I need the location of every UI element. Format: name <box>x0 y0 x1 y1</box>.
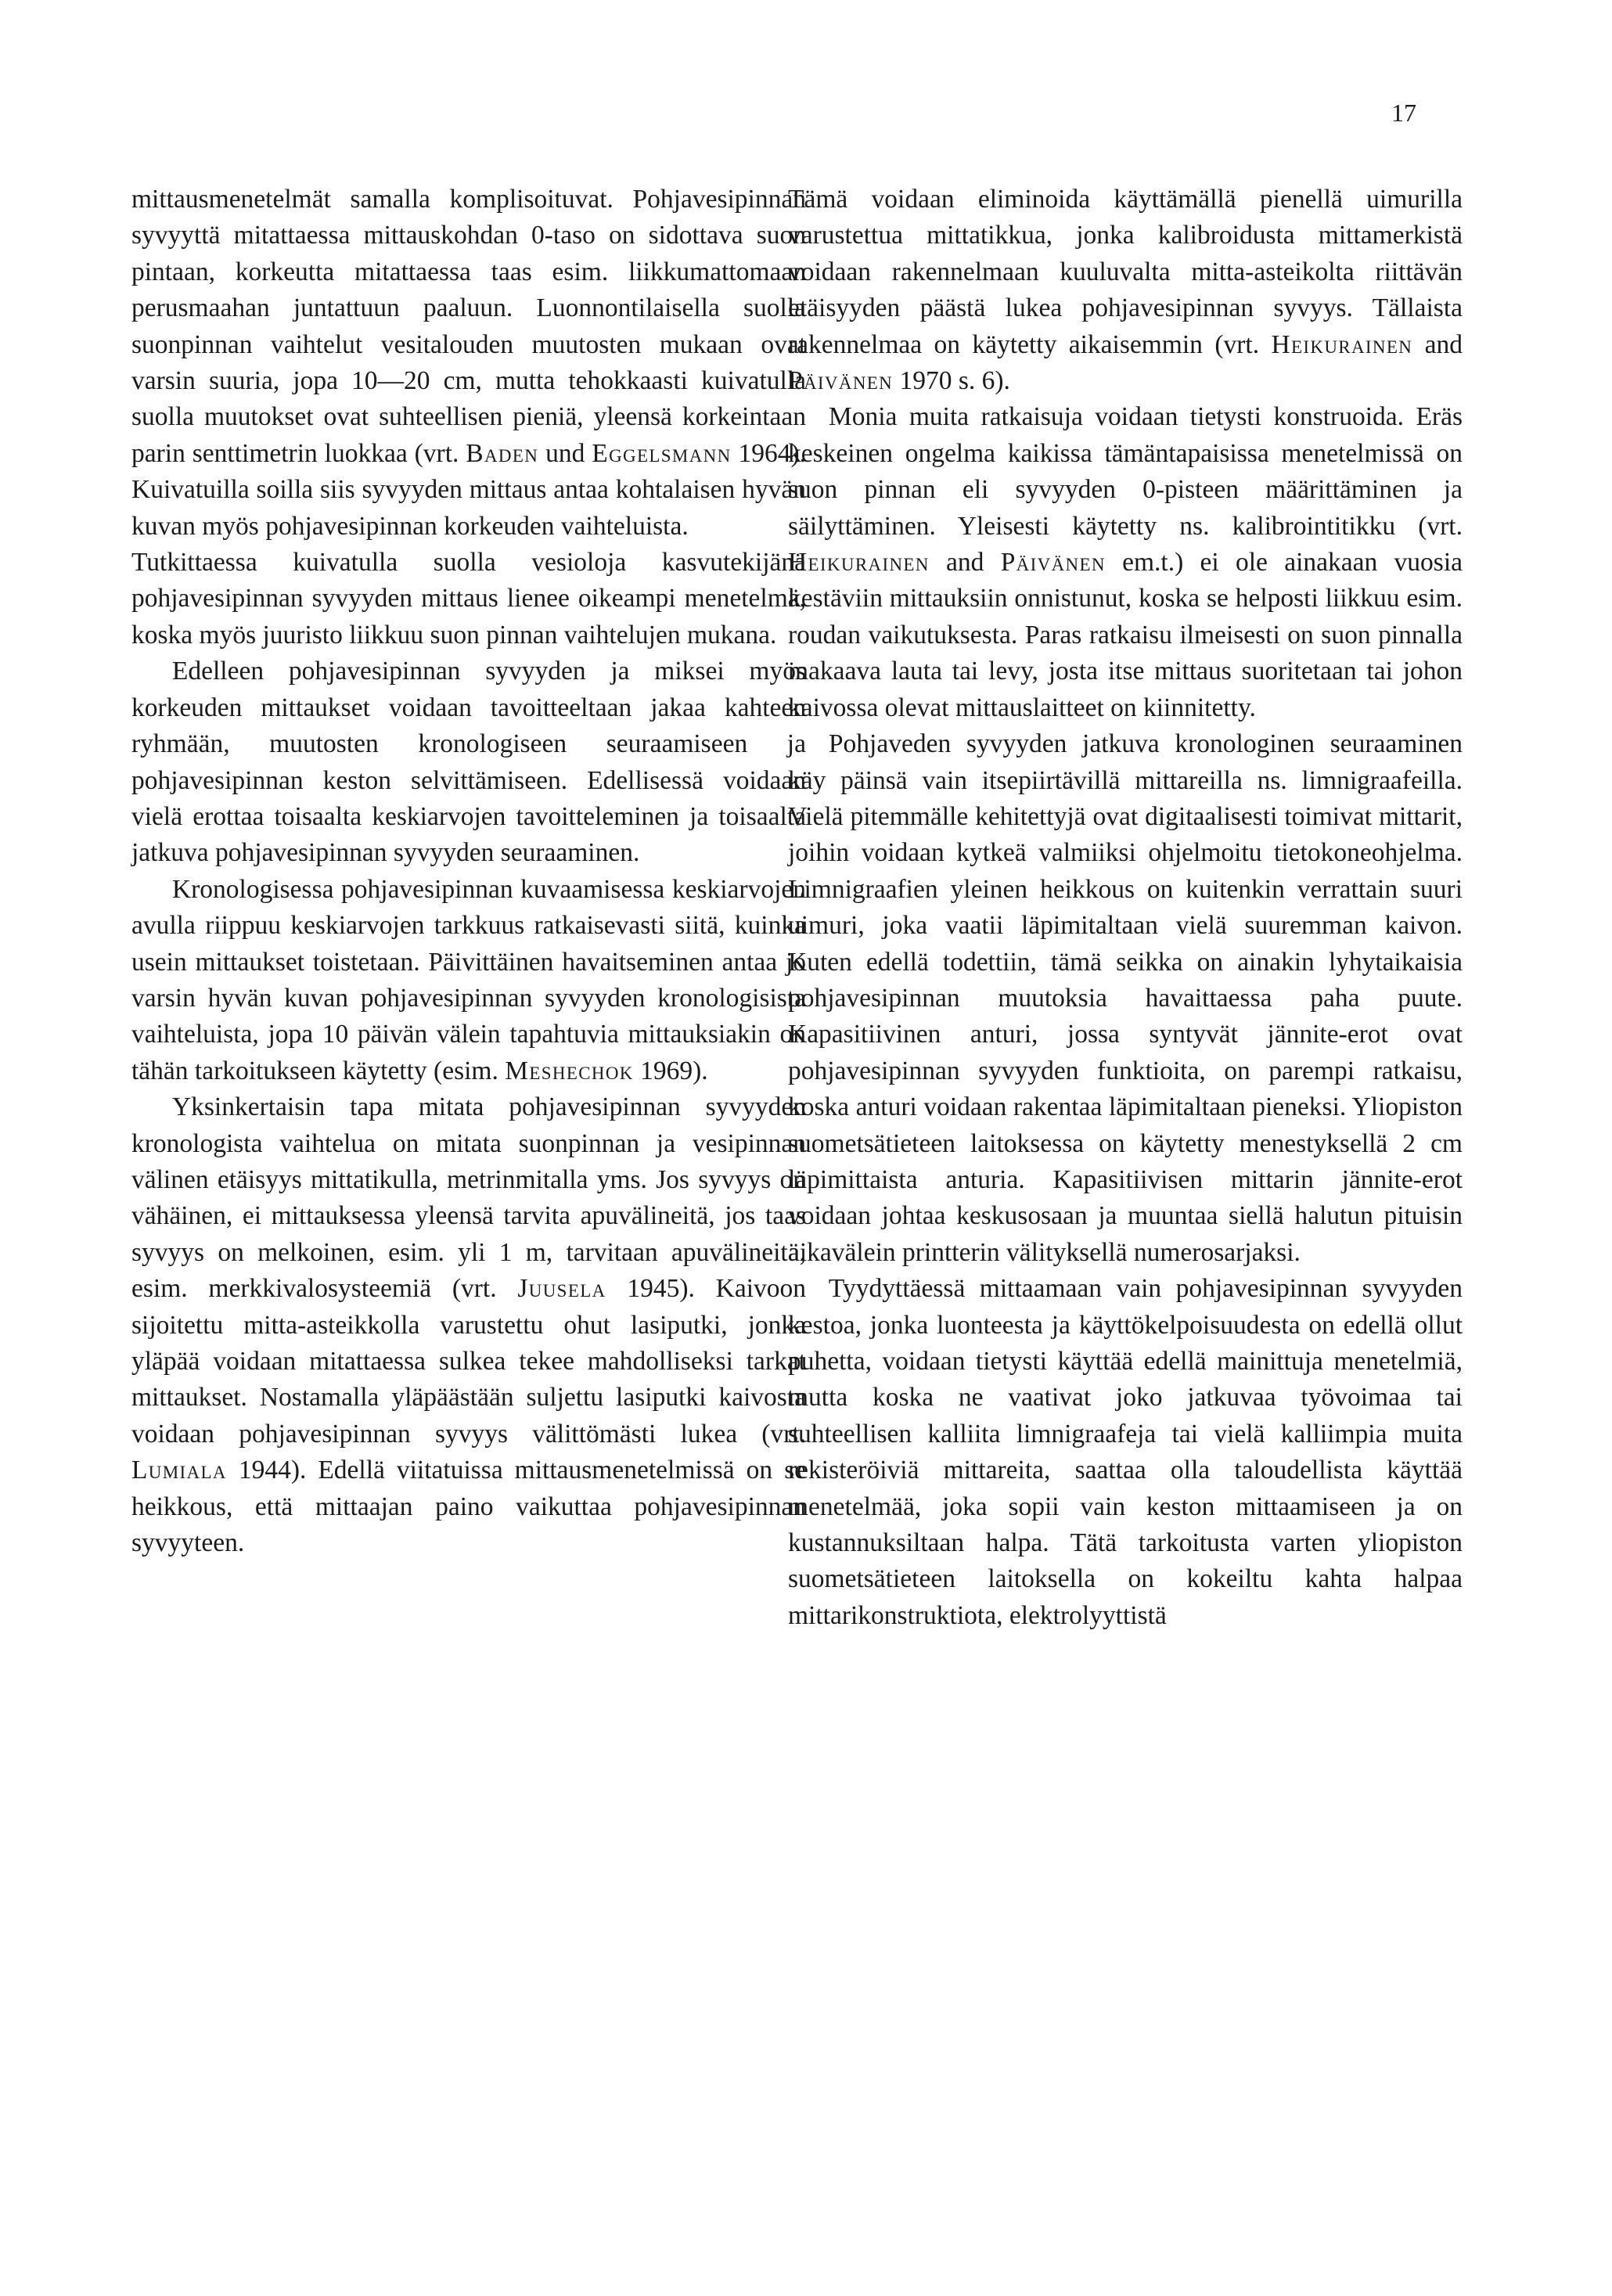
text-run: Tyydyttäessä mittaamaan vain pohjavesipinnan syvyyden kestoa, jonka luonteesta ja käyttökelpoisuudesta on edellä ollut puhetta, voidaan tietysti käyttää edellä mainittuja menetelmiä, mutta koska ne vaativat joko jatkuvaa työvoimaa tai suhteellisen kalliita limnigraafeja tai vielä kalliimpia muita rekisteröiviä mittareita, saattaa olla taloudellista käyttää menetelmää, joka sopii vain keston mittaamiseen ja on kustannuksiltaan halpa. Tätä tarkoitusta varten yliopiston suometsätieteen laitoksella on kokeiltu kahta halpaa mittarikonstruktiota, elektrolyyttistä <box>788 1274 1463 1630</box>
author-name: Päivänen <box>788 366 894 396</box>
paragraph <box>131 872 806 1089</box>
text-run: Monia muita ratkaisuja voidaan tietysti konstruoida. Eräs keskeinen ongelma kaikissa tämäntapaisissa menetelmissä on suon pinnan eli syvyyden 0-pisteen määrittäminen ja säilyttäminen. Yleisesti käytetty ns. kalibrointitikku (vrt. <box>788 402 1463 541</box>
text-run: 1944). Edellä viitatuissa mittausmenetelmissä on se heikkous, että mittaajan paino vaikuttaa pohjavesipinnan syvyyteen. <box>131 1456 806 1558</box>
page-number: 17 <box>1391 99 1416 127</box>
text-run: Pohjaveden syvyyden jatkuva kronologinen seuraaminen käy päinsä vain itsepiirtävillä mittareilla ns. limnigraafeilla. Vielä pitemmälle kehitettyjä ovat digitaalisesti toimivat mittarit, joihin voidaan kytkeä valmiiksi ohjelmoitu tietokoneohjelma. Limnigraafien yleinen heikkous on kuitenkin verrattain suuri uimuri, joka vaatii läpimitaltaan vielä suuremman kaivon. Kuten edellä todettiin, tämä seikka on ainakin lyhytaikaisia pohjavesipinnan muutoksia havaittaessa paha puute. Kapasitiivinen anturi, jossa syntyvät jännite-erot ovat pohjavesipinnan syvyyden funktioita, on parempi ratkaisu, koska anturi voidaan rakentaa läpimitaltaan pieneksi. Yliopiston suometsätieteen laitoksessa on käytetty menestyksellä 2 cm läpimittaista anturia. Kapasitiivisen mittarin jännite-erot voidaan johtaa keskusosaan ja muuntaa siellä halutun pituisin aikavälein printterin välityksellä numerosarjaksi. <box>788 729 1463 1267</box>
text-run: Tämä voidaan eliminoida käyttämällä pienellä uimurilla varustettua mittatikkua, jonka kalibroidusta mittamerkistä voidaan rakennelmaan kuuluvalta mitta-asteikolta riittävän etäisyyden päästä lukea pohjavesipinnan syvyys. Tällaista rakennelmaa on käytetty aikaisemmin (vrt. <box>788 185 1463 359</box>
text-run: mittausmenetelmät samalla komplisoituvat. Pohjavesipinnan syvyyttä mitattaessa mittauskohdan 0-taso on sidottava suon pintaan, korkeutta mitattaessa taas esim. liikkumattomaan perusmaahan juntattuun paaluun. Luonnontilaisella suolla suonpinnan vaihtelut vesitalouden muutosten mukaan ovat varsin suuria, jopa 10—20 cm, mutta tehokkaasti kuivatulla suolla muutokset ovat suhteellisen pieniä, yleensä korkeintaan parin senttimetrin luokkaa (vrt. <box>131 185 806 468</box>
author-name: Heikurainen <box>788 548 930 578</box>
text-run: 1964). Kuivatuilla soilla siis syvyyden mittaus antaa kohtalaisen hyvän kuvan myös pohjavesipinnan korkeuden vaihteluista. <box>131 438 807 541</box>
text-run: 1969). <box>633 1056 708 1085</box>
paragraph <box>131 182 806 545</box>
paragraph <box>788 399 1463 726</box>
paragraph <box>788 726 1463 1271</box>
text-run: and <box>929 548 1001 578</box>
author-name: Juusela <box>517 1274 606 1304</box>
text-run: und <box>538 438 592 468</box>
author-name: Lumiala <box>131 1456 227 1485</box>
text-run: 1945). Kaivoon sijoitettu mitta-asteikkolla varustettu ohut lasiputki, jonka yläpää voidaan mitattaessa sulkea tekee mahdolliseksi tarkat mittaukset. Nostamalla yläpäästään suljettu lasiputki kaivosta voidaan pohjavesipinnan syvyys välittömästi lukea (vrt. <box>131 1274 807 1448</box>
text-run: Yksinkertaisin tapa mitata pohjavesipinnan syvyyden kronologista vaihtelua on mitata suonpinnan ja vesipinnan välinen etäisyys mittatikulla, metrinmitalla yms. Jos syvyys on vähäinen, ei mittauksessa yleensä tarvita apuvälineitä, jos taas syvyys on melkoinen, esim. yli 1 m, tarvitaan apuvälineitä, esim. merkkivalosysteemiä (vrt. <box>131 1092 806 1304</box>
text-run: Tutkittaessa kuivatulla suolla vesioloja kasvutekijänä pohjavesipinnan syvyyden mittaus lienee oikeampi menetelmä, koska myös juuristo liikkuu suon pinnan vaihtelujen mukana. <box>131 548 806 650</box>
author-name: Eggelsmann <box>592 438 732 468</box>
author-name: Heikurainen <box>1271 329 1413 359</box>
author-name: Baden <box>466 438 539 468</box>
text-run: Kronologisessa pohjavesipinnan kuvaamisessa keskiarvojen avulla riippuu keskiarvojen tarkkuus ratkaisevasti siitä, kuinka usein mittaukset toistetaan. Päivittäinen havaitseminen antaa jo varsin hyvän kuvan pohjavesipinnan syvyyden kronologisista vaihteluista, jopa 10 päivän välein tapahtuvia mittauksiakin on tähän tarkoitukseen käytetty (esim. <box>131 874 806 1085</box>
text-run: Edelleen pohjavesipinnan syvyyden ja miksei myös korkeuden mittaukset voidaan tavoitteeltaan jakaa kahteen ryhmään, muutosten kronologiseen seuraamiseen ja pohjavesipinnan keston selvittämiseen. Edellisessä voidaan vielä erottaa toisaalta keskiarvojen tavoitteleminen ja toisaalta jatkuva pohjavesipinnan syvyyden seuraaminen. <box>131 657 806 868</box>
paragraph <box>131 653 806 871</box>
paragraph <box>788 182 1463 399</box>
author-name: Päivänen <box>1000 548 1106 578</box>
text-run: em.t.) ei ole ainakaan vuosia kestäviin mittauksiin onnistunut, koska se helposti liikkuu esim. roudan vaikutuksesta. Paras ratkaisu ilmeisesti on suon pinnalla makaava lauta tai levy, josta itse mittaus suoritetaan tai johon kaivossa olevat mittauslaitteet on kiinnitetty. <box>788 548 1463 722</box>
paragraph <box>788 1271 1463 1634</box>
paragraph <box>131 1089 806 1561</box>
text-run: 1970 s. 6). <box>893 366 1010 396</box>
text-run: and <box>1412 329 1463 359</box>
right-column <box>788 182 1463 1634</box>
left-column <box>131 182 806 1561</box>
author-name: Meshechok <box>505 1056 634 1085</box>
paragraph <box>131 545 806 653</box>
